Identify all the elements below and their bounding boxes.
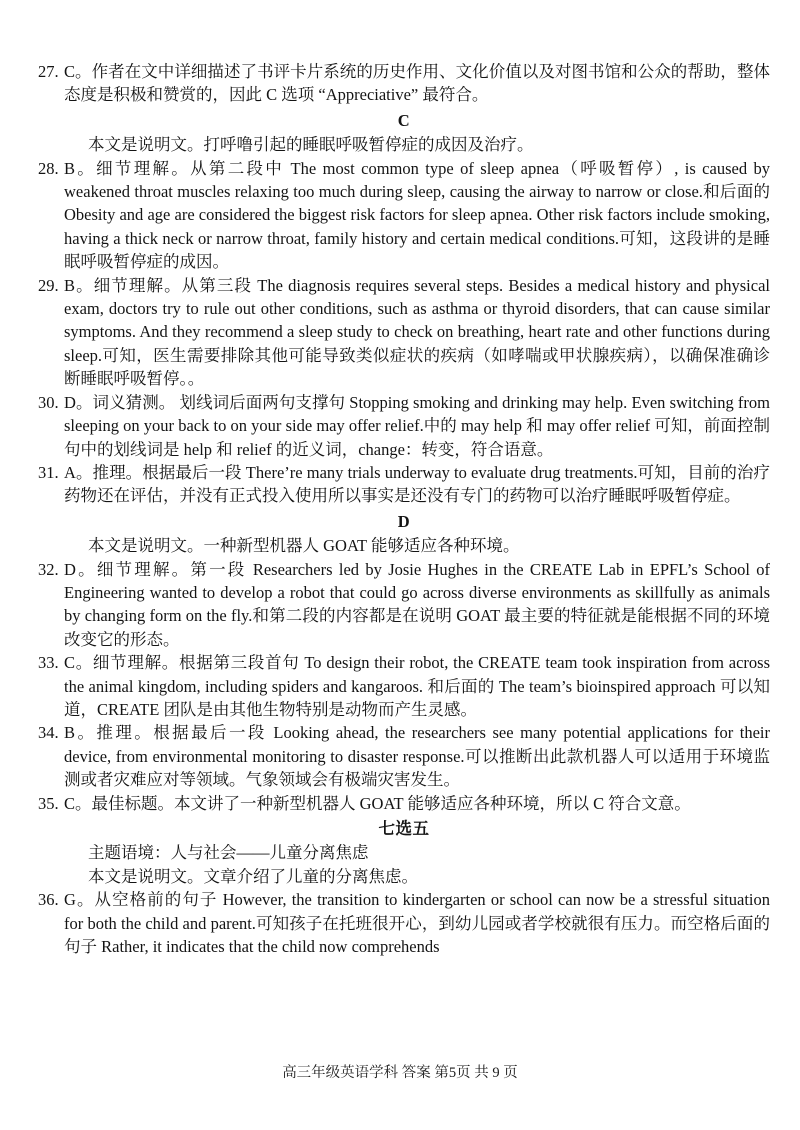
answer-item-33 xyxy=(38,651,770,721)
item-explanation: C。细节理解。根据第三段首句 To design their robot, the CREATE team took inspiration from across the animal kingdom, including spiders and kangaroos. 和后面的 The team’s bioinspired approach 可以知道，CREATE 团队是由其他生物特别是动物而产生灵感。 xyxy=(64,653,770,719)
item-explanation: D。词义猜测。 划线词后面两句支撑句 Stopping smoking and drinking may help. Even switching from sleeping on your back to on your side may offer relief.中的 may help 和 may offer relief 可知，前面控制句中的划线词是 help 和 relief 的近义词，change：转变，符合语意。 xyxy=(64,392,770,459)
item-explanation: C。最佳标题。本文讲了一种新型机器人 GOAT 能够适应各种环境，所以 C 符合文意。 xyxy=(64,793,691,813)
answer-item-31 xyxy=(38,461,770,508)
item-explanation: D。细节理解。第一段 Researchers led by Josie Hughes in the CREATE Lab in EPFL’s School of Engineering wanted to develop a robot that could go across diverse environments as skillfully as animals by changing form on the fly.和第二段的内容都是在说明 GOAT 最主要的特征就是能根据不同的环境改变它的形态。 xyxy=(64,559,770,649)
item-explanation: C。作者在文中详细描述了书评卡片系统的历史作用、文化价值以及对图书馆和公众的帮助，整体态度是积极和赞赏的，因此 C 选项 “Appreciative” 最符合。 xyxy=(64,62,770,105)
section-intro-qixuanwu: 本文是说明文。文章介绍了儿童的分离焦虑。 xyxy=(88,866,418,886)
answer-item-34 xyxy=(38,721,770,791)
item-number: 33. xyxy=(38,653,59,673)
item-explanation: B。细节理解。从第三段 The diagnosis requires several steps. Besides a medical history and physical exam, doctors try to rule out other conditions, such as asthma or thyroid disorders, that can cause similar symptoms. And they recommend a sleep study to check on breathing, heart rate and other functions during sleep.可知，医生需要排除其他可能导致类似症状的疾病（如哮喘或甲状腺疾病），以确保准确诊断睡眠呼吸暂停。。 xyxy=(64,275,770,389)
section-header-qixuanwu: 七选五 xyxy=(378,819,430,838)
item-explanation: B。推理。根据最后一段 Looking ahead, the researchers see many potential applications for their device, from environmental monitoring to disaster response.可以推断出此款机器人可以适用于环境监测或者灾难应对等领域。气象领域会有极端灾害发生。 xyxy=(64,723,770,790)
item-explanation: A。推理。根据最后一段 There’re many trials underway to evaluate drug treatments.可知，目前的治疗药物还在评估，并没有正式投入使用所以事实是还没有专门的药物可以治疗睡眠呼吸暂停症。 xyxy=(64,462,770,506)
section-intro-d: 本文是说明文。一种新型机器人 GOAT 能够适应各种环境。 xyxy=(88,536,520,556)
item-number: 30. xyxy=(38,392,59,412)
theme-context-line: 主题语境：人与社会——儿童分离焦虑 xyxy=(88,843,369,863)
item-number: 36. xyxy=(38,890,59,910)
item-number: 32. xyxy=(38,559,59,579)
answer-item-29 xyxy=(38,274,770,391)
section-intro-c: 本文是说明文。打呼噜引起的睡眠呼吸暂停症的成因及治疗。 xyxy=(88,135,534,155)
page-footer: 高三年级英语学科 答案 第5页 共 9 页 xyxy=(282,1065,518,1081)
section-header-d: D xyxy=(397,511,411,531)
item-number: 29. xyxy=(38,275,59,295)
item-number: 35. xyxy=(38,793,59,813)
item-number: 31. xyxy=(38,462,59,482)
item-number: 27. xyxy=(38,62,59,81)
answer-item-30 xyxy=(38,391,770,461)
answer-item-27 xyxy=(38,60,770,107)
answer-item-35 xyxy=(38,792,770,815)
answer-item-36 xyxy=(38,888,770,958)
item-number: 28. xyxy=(38,158,59,178)
page-content xyxy=(38,60,770,958)
answer-item-28 xyxy=(38,157,770,274)
item-number: 34. xyxy=(38,723,59,743)
section-header-c: C xyxy=(397,110,411,130)
answer-item-32 xyxy=(38,558,770,652)
item-explanation: G。从空格前的句子 However, the transition to kindergarten or school can now be a stressful situation for both the child and parent.可知孩子在托班很开心，到幼儿园或者学校就很有压力。而空格后面的句子 Rather, it indicates that the child now comprehends xyxy=(64,890,770,957)
item-explanation: B。细节理解。从第二段中 The most common type of sleep apnea（呼吸暂停）, is caused by weakened throat muscles relaxing too much during sleep, causing the airway to narrow or close.和后面的 Obesity and age are considered the biggest risk factors for sleep apnea. Other risk factors include smoking, having a thick neck or narrow throat, family history and certain medical conditions.可知，这段讲的是睡眠呼吸暂停症的成因。 xyxy=(64,158,770,272)
